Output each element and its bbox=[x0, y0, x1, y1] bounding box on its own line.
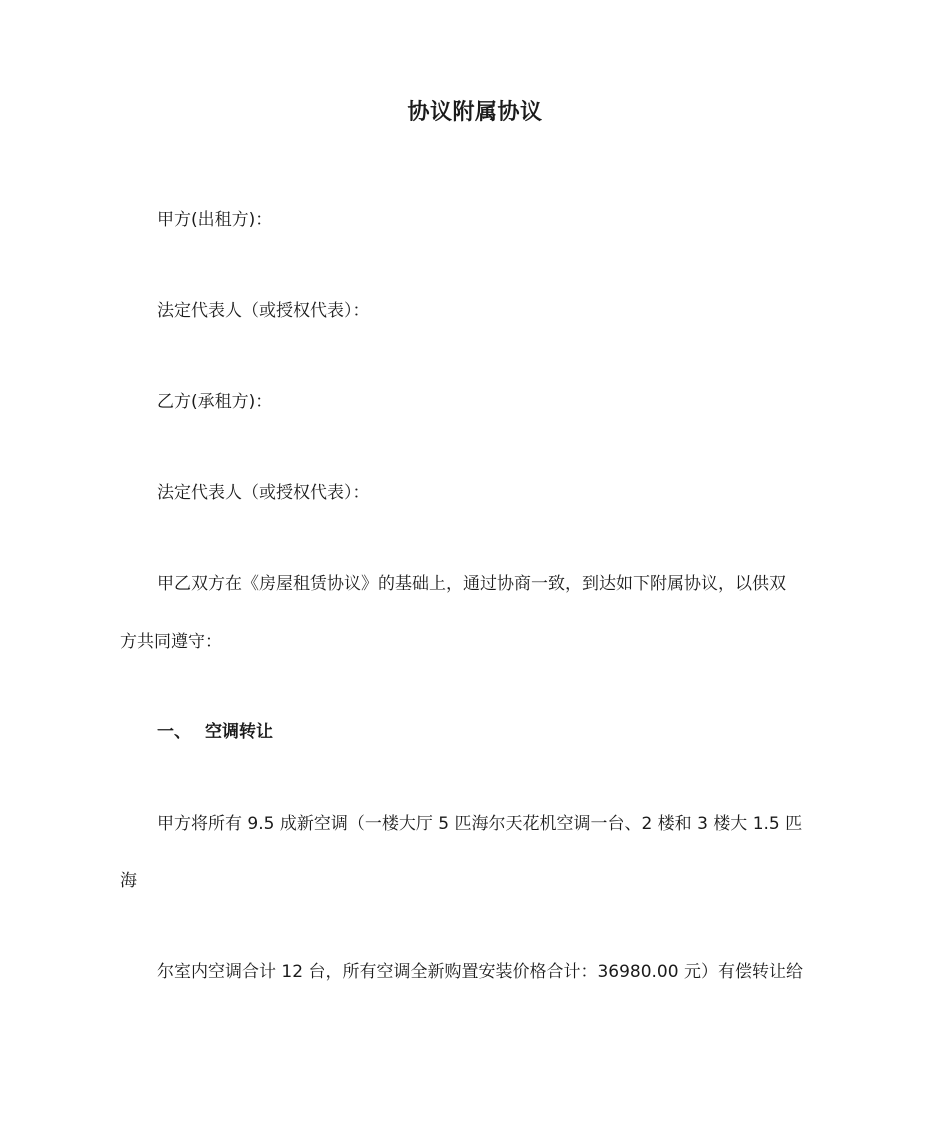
party-b-label: 乙方(承租方)： bbox=[157, 392, 273, 412]
section-1-title: 空调转让 bbox=[205, 722, 273, 742]
section-1-number: 一、 bbox=[157, 722, 191, 742]
intro-paragraph-line-1: 甲乙双方在《房屋租赁协议》的基础上，通过协商一致，到达如下附属协议，以供双 bbox=[157, 574, 786, 594]
section-1-paragraph-1-line-2: 海 bbox=[120, 871, 137, 891]
document-title: 协议附属协议 bbox=[407, 100, 543, 125]
section-1-paragraph-2-line-1: 尔室内空调合计 12 台，所有空调全新购置安装价格合计：36980.00 元）有偿转让给 bbox=[157, 962, 803, 982]
party-a-representative-label: 法定代表人（或授权代表）： bbox=[157, 301, 370, 321]
party-b-representative-label: 法定代表人（或授权代表）： bbox=[157, 483, 370, 503]
section-1-heading bbox=[157, 720, 273, 744]
party-a-label: 甲方(出租方)： bbox=[157, 210, 273, 230]
section-1-paragraph-1-line-1: 甲方将所有 9.5 成新空调（一楼大厅 5 匹海尔天花机空调一台、2 楼和 3 楼大 1.5 匹 bbox=[157, 814, 803, 834]
intro-paragraph-line-2: 方共同遵守： bbox=[120, 632, 222, 652]
